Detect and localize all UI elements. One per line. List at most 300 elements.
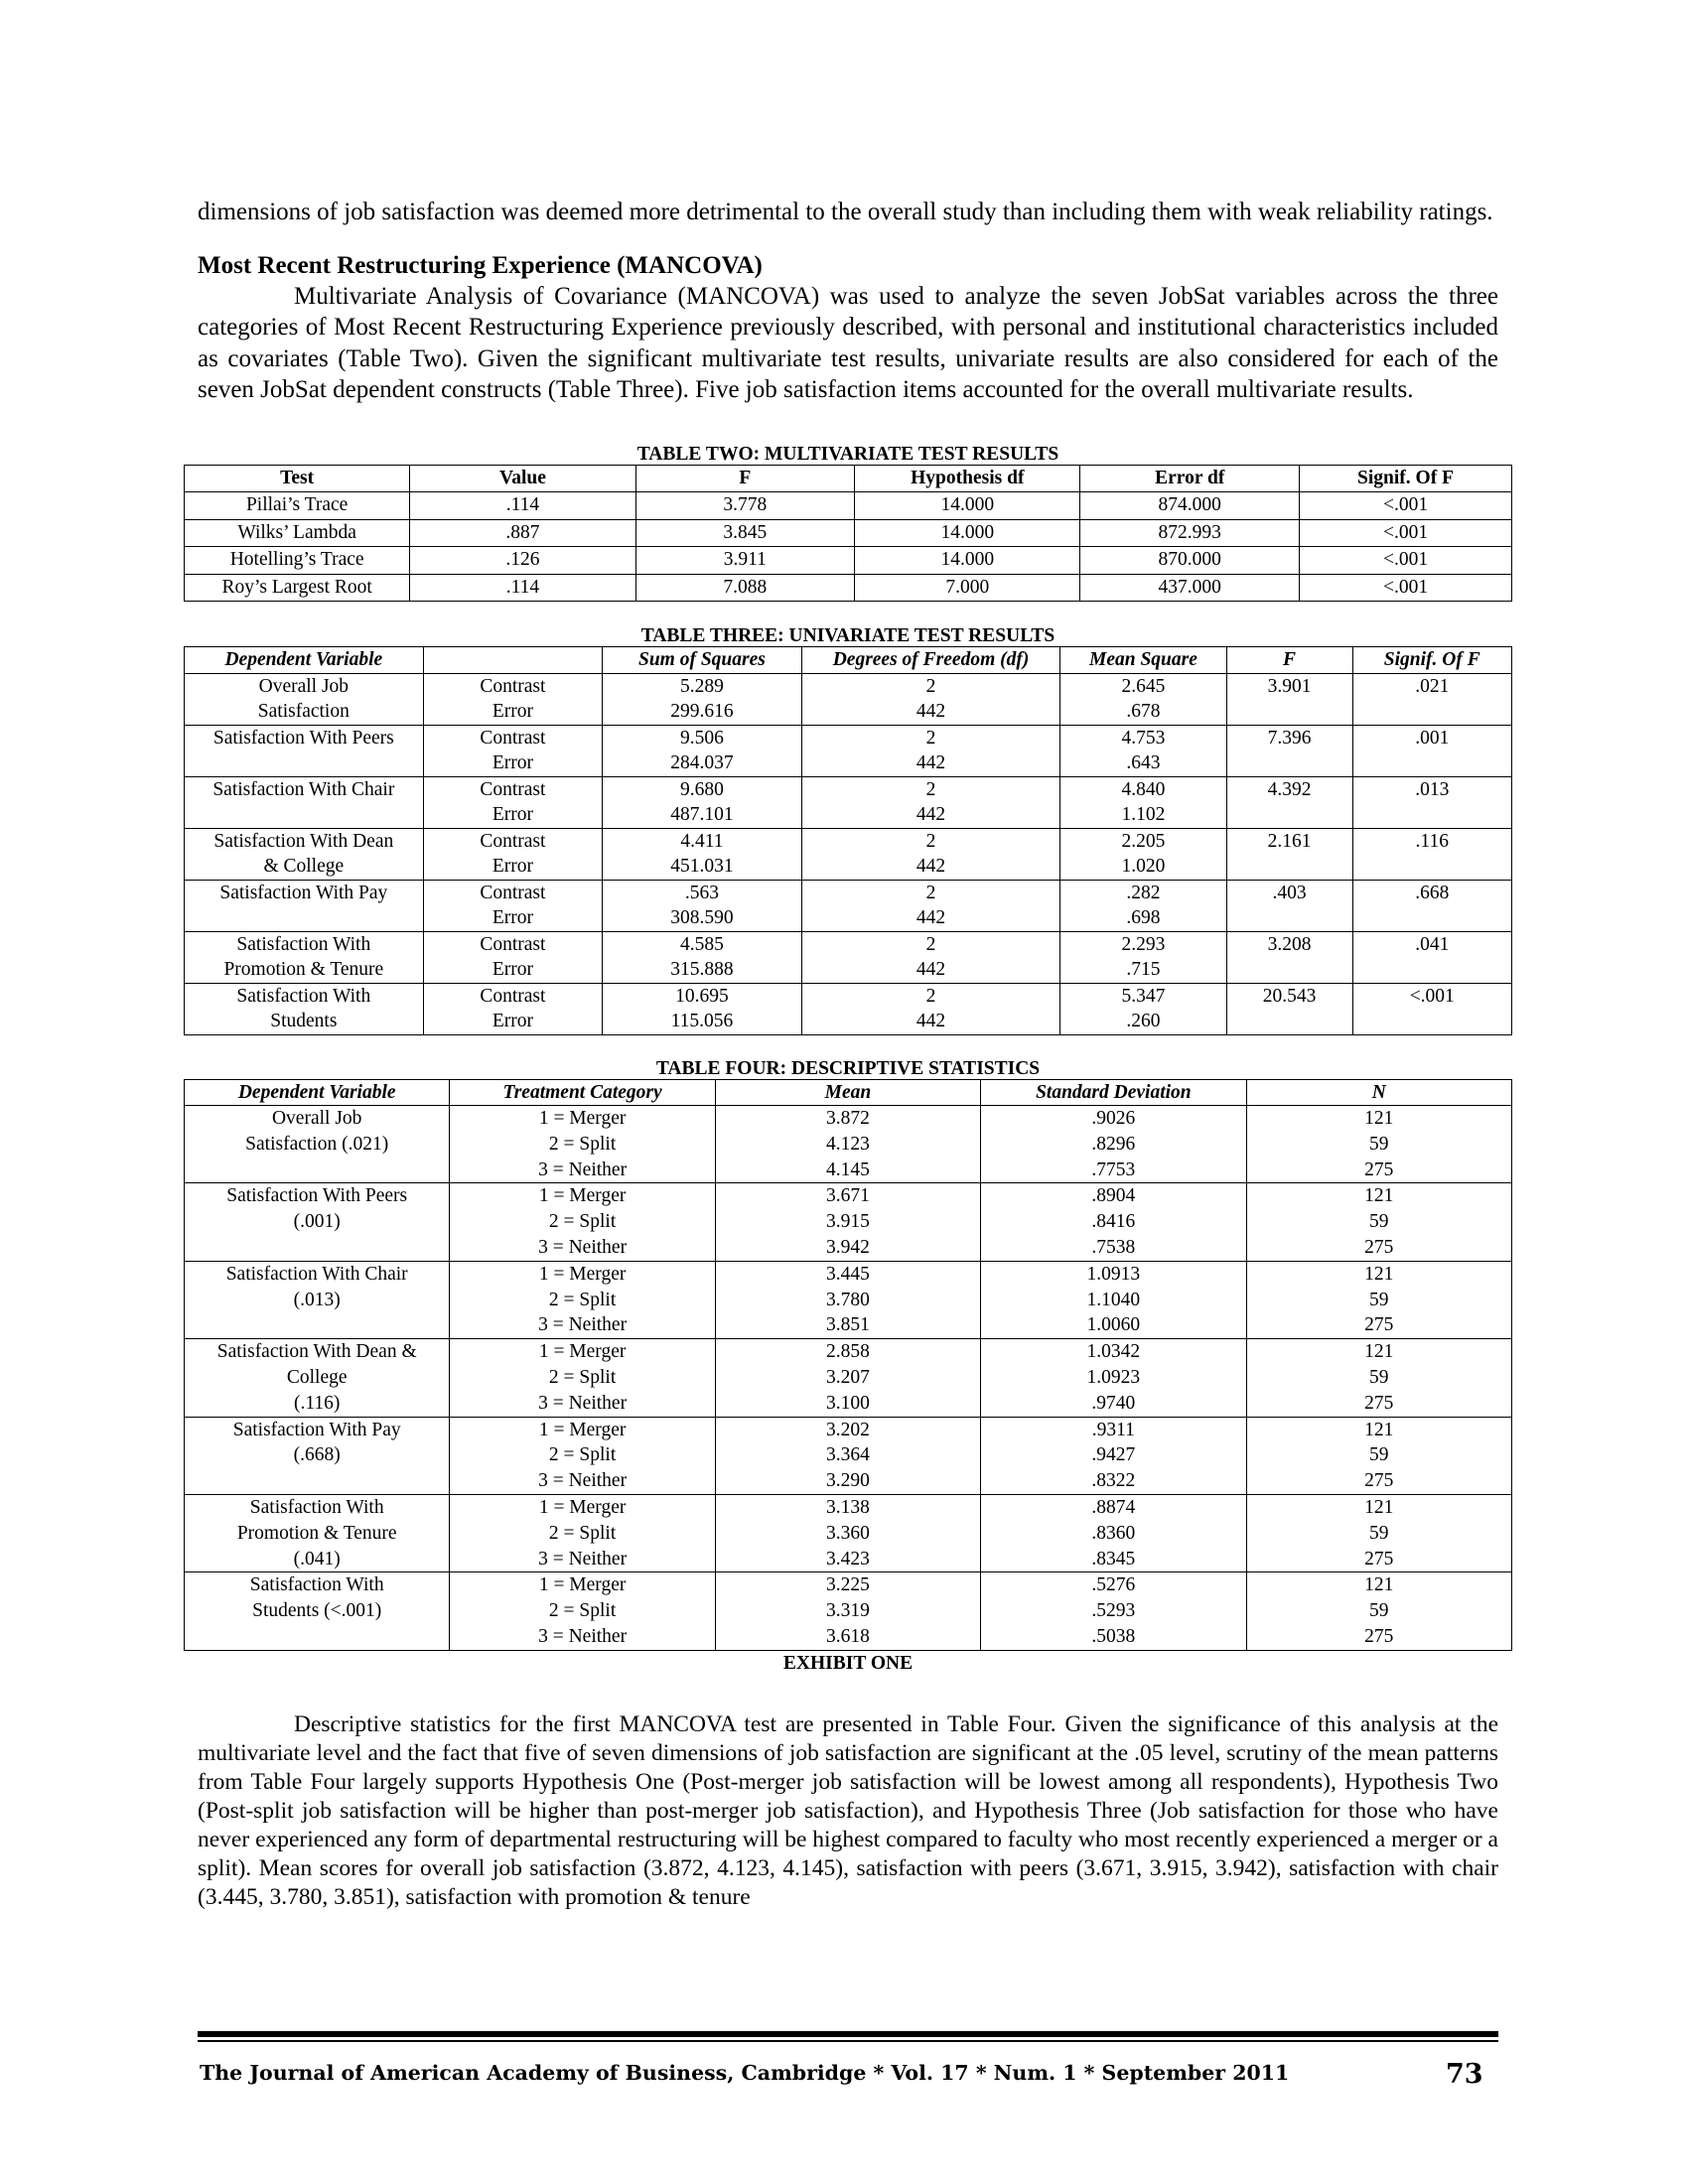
mean-square-line: 5.347	[1121, 985, 1166, 1007]
contrast-type-line: Error	[492, 1011, 533, 1031]
standard-deviation-line: 1.0923	[1086, 1366, 1141, 1388]
contrast-type-line: Error	[492, 907, 533, 928]
sample-size-line: 121	[1364, 1574, 1394, 1596]
contrast-type-line: Contrast	[480, 882, 546, 903]
sample-size-line: 59	[1369, 1366, 1389, 1388]
table-two-cell: <.001	[1300, 547, 1512, 575]
table-two-cell: <.001	[1300, 574, 1512, 602]
mean-square	[1060, 673, 1226, 725]
sample-size-line: 121	[1364, 1419, 1394, 1440]
table-four-row	[185, 1417, 1512, 1494]
treatment-category	[450, 1494, 715, 1571]
sum-of-squares-line: 9.506	[679, 727, 724, 749]
sum-of-squares	[603, 983, 802, 1034]
standard-deviation-line: .7753	[1091, 1159, 1136, 1180]
standard-deviation-line: .5038	[1091, 1625, 1136, 1647]
table-three-header: Dependent Variable	[185, 647, 424, 674]
mean-square-line: .715	[1126, 959, 1161, 980]
mean-line: 3.100	[826, 1392, 870, 1414]
degrees-of-freedom	[801, 880, 1060, 931]
sum-of-squares-line: 451.031	[670, 856, 734, 877]
standard-deviation	[981, 1494, 1246, 1571]
standard-deviation	[981, 1417, 1246, 1494]
table-three-row	[185, 983, 1512, 1034]
table-two-cell: Pillai’s Trace	[185, 492, 410, 520]
dependent-variable-line: Satisfaction With Chair	[225, 1263, 408, 1285]
treatment-category-line: 1 = Merger	[538, 1496, 627, 1518]
treatment-category-line: 3 = Neither	[538, 1159, 628, 1180]
standard-deviation	[981, 1183, 1246, 1261]
table-three-row	[185, 725, 1512, 776]
degrees-of-freedom-line: 442	[915, 701, 946, 722]
mean-line: 3.915	[826, 1211, 870, 1233]
degrees-of-freedom	[801, 725, 1060, 776]
sum-of-squares	[603, 828, 802, 880]
standard-deviation	[981, 1106, 1246, 1183]
sum-of-squares-line: 315.888	[670, 959, 734, 980]
treatment-category-line: 3 = Neither	[538, 1625, 628, 1647]
treatment-category-line: 2 = Split	[548, 1600, 617, 1622]
f-value: 7.396	[1226, 725, 1352, 776]
standard-deviation-line: 1.1040	[1086, 1289, 1141, 1310]
mean-square	[1060, 931, 1226, 983]
treatment-category-line: 1 = Merger	[538, 1341, 627, 1363]
treatment-category-line: 2 = Split	[548, 1289, 617, 1310]
table-two-caption: TABLE TWO: MULTIVARIATE TEST RESULTS	[636, 443, 1059, 465]
dependent-variable	[185, 1339, 450, 1417]
standard-deviation-line: 1.0913	[1086, 1263, 1141, 1285]
table-two-cell: Wilks’ Lambda	[185, 519, 410, 547]
sample-size	[1246, 1494, 1511, 1571]
sample-size-line: 275	[1364, 1392, 1394, 1414]
sum-of-squares	[603, 776, 802, 828]
sample-size	[1246, 1106, 1511, 1183]
dependent-variable	[185, 1106, 450, 1183]
mean-line: 3.138	[826, 1496, 870, 1518]
treatment-category-line: 2 = Split	[548, 1522, 617, 1544]
table-three-row	[185, 880, 1512, 931]
standard-deviation	[981, 1261, 1246, 1338]
contrast-type-line: Error	[492, 701, 533, 722]
standard-deviation-line: .9427	[1091, 1444, 1136, 1466]
sum-of-squares-line: 487.101	[670, 804, 734, 825]
standard-deviation-line: .8904	[1091, 1185, 1136, 1207]
dependent-variable-line: Satisfaction With	[236, 933, 371, 955]
dependent-variable-line: (.001)	[293, 1211, 341, 1233]
sample-size-line: 59	[1369, 1600, 1389, 1622]
dependent-variable-line: (.013)	[293, 1289, 341, 1310]
mean-line: 3.618	[826, 1625, 870, 1647]
table-three-header: Mean Square	[1060, 647, 1226, 674]
mean-line: 3.671	[826, 1185, 870, 1207]
section-heading: Most Recent Restructuring Experience (MANCOVA)	[198, 251, 763, 279]
table-four-header: N	[1246, 1079, 1511, 1106]
sum-of-squares-line: 115.056	[670, 1011, 734, 1031]
mean-square	[1060, 983, 1226, 1034]
contrast-type-line: Error	[492, 856, 533, 877]
mean-square-line: 4.753	[1121, 727, 1166, 749]
treatment-category-line: 3 = Neither	[538, 1314, 628, 1336]
dependent-variable-line: Satisfaction With Dean	[213, 830, 394, 852]
mean-line: 3.364	[826, 1444, 870, 1466]
table-two-multivariate	[184, 465, 1512, 603]
table-three-header: Sum of Squares	[603, 647, 802, 674]
treatment-category-line: 1 = Merger	[538, 1419, 627, 1440]
degrees-of-freedom-line: 2	[925, 727, 936, 749]
page-footer	[200, 2059, 1500, 2090]
degrees-of-freedom	[801, 983, 1060, 1034]
exhibit-label: EXHIBIT ONE	[782, 1652, 914, 1674]
mean	[715, 1106, 980, 1183]
table-four-row	[185, 1106, 1512, 1183]
dependent-variable	[185, 725, 424, 776]
table-two-cell: .114	[410, 492, 635, 520]
contrast-type-line: Contrast	[480, 727, 546, 749]
table-two-cell: 3.845	[635, 519, 855, 547]
mean	[715, 1494, 980, 1571]
table-three-row	[185, 931, 1512, 983]
treatment-category	[450, 1417, 715, 1494]
table-two-cell: .126	[410, 547, 635, 575]
contrast-type-line: Error	[492, 804, 533, 825]
degrees-of-freedom-line: 442	[915, 752, 946, 773]
mean	[715, 1183, 980, 1261]
f-value: 2.161	[1226, 828, 1352, 880]
standard-deviation	[981, 1339, 1246, 1417]
dependent-variable-line: (.041)	[293, 1548, 341, 1570]
table-two-header: Signif. Of F	[1300, 465, 1512, 492]
treatment-category-line: 2 = Split	[548, 1133, 617, 1155]
table-four-caption: TABLE FOUR: DESCRIPTIVE STATISTICS	[655, 1057, 1041, 1079]
table-two-cell: 14.000	[855, 492, 1080, 520]
journal-citation: The Journal of American Academy of Business, Cambridge * Vol. 17 * Num. 1 * September 2011	[200, 2061, 1290, 2085]
treatment-category-line: 1 = Merger	[538, 1185, 627, 1207]
dependent-variable-line: Overall Job	[258, 675, 350, 697]
contrast-type	[423, 880, 602, 931]
table-two-row	[185, 547, 1512, 575]
treatment-category-line: 2 = Split	[548, 1366, 617, 1388]
dependent-variable-line: (.668)	[293, 1444, 341, 1466]
page-content	[198, 197, 1498, 1912]
table-three-row	[185, 828, 1512, 880]
mean-line: 3.445	[826, 1263, 870, 1285]
sample-size	[1246, 1339, 1511, 1417]
treatment-category	[450, 1261, 715, 1338]
contrast-type-line: Contrast	[480, 985, 546, 1007]
f-value: 4.392	[1226, 776, 1352, 828]
sum-of-squares	[603, 725, 802, 776]
table-two-cell: 7.000	[855, 574, 1080, 602]
mean-line: 3.225	[826, 1574, 870, 1596]
degrees-of-freedom	[801, 828, 1060, 880]
dependent-variable	[185, 1183, 450, 1261]
mean-square	[1060, 725, 1226, 776]
sum-of-squares-line: 10.695	[675, 985, 729, 1007]
standard-deviation-line: .9311	[1091, 1419, 1135, 1440]
table-four-row	[185, 1572, 1512, 1650]
contrast-type-line: Contrast	[480, 778, 546, 800]
dependent-variable-line: Satisfaction With Pay	[219, 882, 388, 903]
sum-of-squares-line: 308.590	[670, 907, 734, 928]
f-value: 3.208	[1226, 931, 1352, 983]
table-four-descriptive	[184, 1079, 1512, 1651]
standard-deviation-line: .5276	[1091, 1574, 1136, 1596]
sample-size-line: 275	[1364, 1548, 1394, 1570]
sample-size-line: 121	[1364, 1185, 1394, 1207]
degrees-of-freedom-line: 442	[915, 804, 946, 825]
dependent-variable-line: Promotion & Tenure	[223, 959, 384, 980]
mean-square-line: .282	[1126, 882, 1161, 903]
contrast-type	[423, 931, 602, 983]
table-four-header: Dependent Variable	[185, 1079, 450, 1106]
treatment-category	[450, 1183, 715, 1261]
dependent-variable-line: College	[286, 1366, 348, 1388]
table-three-header: F	[1226, 647, 1352, 674]
intro-paragraph: dimensions of job satisfaction was deemed more detrimental to the overall study than including them with weak reliability ratings.	[198, 199, 1493, 225]
mean-square-line: 1.102	[1121, 804, 1166, 825]
dependent-variable-line: Satisfaction With Pay	[232, 1419, 401, 1440]
degrees-of-freedom-line: 2	[925, 933, 936, 955]
mean	[715, 1339, 980, 1417]
dependent-variable	[185, 776, 424, 828]
table-two-cell: 3.911	[635, 547, 855, 575]
treatment-category-line: 1 = Merger	[538, 1574, 627, 1596]
standard-deviation-line: 1.0342	[1086, 1341, 1141, 1363]
table-three-header: Degrees of Freedom (df)	[801, 647, 1060, 674]
degrees-of-freedom-line: 442	[915, 907, 946, 928]
mean-square-line: 1.020	[1121, 856, 1166, 877]
contrast-type	[423, 828, 602, 880]
sample-size-line: 275	[1364, 1625, 1394, 1647]
sample-size-line: 275	[1364, 1159, 1394, 1180]
degrees-of-freedom-line: 442	[915, 1011, 946, 1031]
dependent-variable-line: Satisfaction With Chair	[212, 778, 395, 800]
contrast-type-line: Contrast	[480, 933, 546, 955]
table-two-cell: Hotelling’s Trace	[185, 547, 410, 575]
table-three-header: Signif. Of F	[1352, 647, 1511, 674]
table-four-header: Mean	[715, 1079, 980, 1106]
degrees-of-freedom-line: 442	[915, 959, 946, 980]
mean-square-line: 2.205	[1121, 830, 1166, 852]
dependent-variable-line: Satisfaction With Dean &	[216, 1341, 417, 1363]
sum-of-squares-line: 9.680	[679, 778, 724, 800]
degrees-of-freedom-line: 2	[925, 985, 936, 1007]
table-two-cell: 14.000	[855, 519, 1080, 547]
contrast-type	[423, 725, 602, 776]
treatment-category	[450, 1339, 715, 1417]
degrees-of-freedom-line: 2	[925, 830, 936, 852]
significance: .116	[1352, 828, 1511, 880]
table-four-row	[185, 1261, 1512, 1338]
mean-line: 3.360	[826, 1522, 870, 1544]
dependent-variable-line: Satisfaction With Peers	[212, 727, 394, 749]
sum-of-squares	[603, 931, 802, 983]
significance: .001	[1352, 725, 1511, 776]
standard-deviation	[981, 1572, 1246, 1650]
table-three-header	[423, 647, 602, 674]
dependent-variable-line: Overall Job	[271, 1108, 362, 1129]
sum-of-squares	[603, 880, 802, 931]
sample-size-line: 121	[1364, 1496, 1394, 1518]
mean-line: 3.202	[826, 1419, 870, 1440]
mean-line: 3.290	[826, 1470, 870, 1492]
dependent-variable	[185, 880, 424, 931]
table-two-header: Hypothesis df	[855, 465, 1080, 492]
table-two-row	[185, 574, 1512, 602]
table-two-cell: 872.993	[1080, 519, 1300, 547]
table-two-header: Test	[185, 465, 410, 492]
contrast-type-line: Error	[492, 752, 533, 773]
mean-square	[1060, 828, 1226, 880]
treatment-category-line: 1 = Merger	[538, 1108, 627, 1129]
table-two-cell: 870.000	[1080, 547, 1300, 575]
table-two-cell: 437.000	[1080, 574, 1300, 602]
mean-square-line: .643	[1126, 752, 1161, 773]
table-three-caption: TABLE THREE: UNIVARIATE TEST RESULTS	[640, 625, 1055, 646]
standard-deviation-line: .8322	[1091, 1470, 1136, 1492]
treatment-category-line: 3 = Neither	[538, 1236, 628, 1258]
dependent-variable	[185, 1572, 450, 1650]
sample-size-line: 275	[1364, 1470, 1394, 1492]
significance: .013	[1352, 776, 1511, 828]
mean-line: 3.207	[826, 1366, 870, 1388]
dependent-variable-line: Satisfaction With	[236, 985, 371, 1007]
table-three-row	[185, 776, 1512, 828]
contrast-type-line: Contrast	[480, 830, 546, 852]
significance: .668	[1352, 880, 1511, 931]
sum-of-squares-line: 299.616	[670, 701, 734, 722]
dependent-variable	[185, 1261, 450, 1338]
dependent-variable	[185, 673, 424, 725]
mean-line: 3.851	[826, 1314, 870, 1336]
dependent-variable-line: Students (<.001)	[252, 1600, 382, 1622]
footer-rule-thick	[198, 2031, 1498, 2037]
table-two-header: Value	[410, 465, 635, 492]
sum-of-squares	[603, 673, 802, 725]
standard-deviation-line: .8360	[1091, 1522, 1136, 1544]
standard-deviation-line: .9026	[1091, 1108, 1136, 1129]
sample-size	[1246, 1572, 1511, 1650]
dependent-variable-line: Satisfaction With	[249, 1496, 384, 1518]
mean-square-line: .698	[1126, 907, 1161, 928]
degrees-of-freedom	[801, 776, 1060, 828]
mean	[715, 1417, 980, 1494]
table-two-header: F	[635, 465, 855, 492]
degrees-of-freedom-line: 442	[915, 856, 946, 877]
dependent-variable	[185, 983, 424, 1034]
table-three-univariate	[184, 646, 1512, 1035]
standard-deviation-line: .9740	[1091, 1392, 1136, 1414]
degrees-of-freedom-line: 2	[925, 675, 936, 697]
degrees-of-freedom	[801, 673, 1060, 725]
treatment-category	[450, 1572, 715, 1650]
mean-square-line: 4.840	[1121, 778, 1166, 800]
section-paragraph: Multivariate Analysis of Covariance (MANCOVA) was used to analyze the seven JobSat variables across the three categories of Most Recent Restructuring Experience previously described, with personal and institutional characteristics included as covariates (Table Two). Given the significant multivariate test results, univariate results are also considered for each of the seven JobSat dependent constructs (Table Three). Five job satisfaction items accounted for the overall multivariate results.	[198, 282, 1498, 403]
standard-deviation-line: .8416	[1091, 1211, 1136, 1233]
degrees-of-freedom-line: 2	[925, 778, 936, 800]
contrast-type	[423, 776, 602, 828]
table-four-row	[185, 1494, 1512, 1571]
f-value: 3.901	[1226, 673, 1352, 725]
mean-line: 3.780	[826, 1289, 870, 1310]
mean-line: 3.942	[826, 1236, 870, 1258]
mean-line: 2.858	[826, 1341, 870, 1363]
significance: .021	[1352, 673, 1511, 725]
contrast-type	[423, 673, 602, 725]
mean-line: 3.423	[826, 1548, 870, 1570]
standard-deviation-line: 1.0060	[1086, 1314, 1141, 1336]
contrast-type-line: Error	[492, 959, 533, 980]
table-two-cell: 14.000	[855, 547, 1080, 575]
sample-size-line: 59	[1369, 1522, 1389, 1544]
mean-square	[1060, 776, 1226, 828]
sum-of-squares-line: 5.289	[679, 675, 724, 697]
sample-size	[1246, 1183, 1511, 1261]
mean-square-line: 2.645	[1121, 675, 1166, 697]
dependent-variable-line: Satisfaction (.021)	[245, 1133, 389, 1155]
mean-square-line: .260	[1126, 1011, 1161, 1031]
sample-size-line: 275	[1364, 1314, 1394, 1336]
mean-square-line: 2.293	[1121, 933, 1166, 955]
table-two-cell: <.001	[1300, 519, 1512, 547]
mean	[715, 1261, 980, 1338]
mean-line: 3.872	[826, 1108, 870, 1129]
treatment-category-line: 2 = Split	[548, 1211, 617, 1233]
sample-size-line: 121	[1364, 1108, 1394, 1129]
dependent-variable-line: Satisfaction With	[249, 1574, 384, 1596]
mean-line: 4.145	[826, 1159, 870, 1180]
sample-size	[1246, 1261, 1511, 1338]
table-three-row	[185, 673, 1512, 725]
sum-of-squares-line: 4.585	[679, 933, 724, 955]
dependent-variable-line: Promotion & Tenure	[236, 1522, 397, 1544]
table-two-cell: Roy’s Largest Root	[185, 574, 410, 602]
treatment-category	[450, 1106, 715, 1183]
mean-line: 4.123	[826, 1133, 870, 1155]
treatment-category-line: 2 = Split	[548, 1444, 617, 1466]
mean-square-line: .678	[1126, 701, 1161, 722]
table-two-cell: 7.088	[635, 574, 855, 602]
sum-of-squares-line: 4.411	[680, 830, 724, 852]
closing-paragraph: Descriptive statistics for the first MANCOVA test are presented in Table Four. Given the significance of this analysis at the multivariate level and the fact that five of seven dimensions of job satisfaction are significant at the .05 level, scrutiny of the mean patterns from Table Four largely supports Hypothesis One (Post-merger job satisfaction will be lowest among all respondents), Hypothesis Two (Post-split job satisfaction will be higher than post-merger job satisfaction), and Hypothesis Three (Job satisfaction for those who have never experienced any form of departmental restructuring will be highest compared to faculty who most recently experienced a merger or a split). Mean scores for overall job satisfaction (3.872, 4.123, 4.145), satisfaction with peers (3.671, 3.915, 3.942), satisfaction with chair (3.445, 3.780, 3.851), satisfaction with promotion & tenure	[198, 1710, 1498, 1910]
mean-square	[1060, 880, 1226, 931]
sample-size-line: 59	[1369, 1444, 1389, 1466]
dependent-variable	[185, 828, 424, 880]
mean	[715, 1572, 980, 1650]
sample-size-line: 59	[1369, 1133, 1389, 1155]
dependent-variable-line: & College	[263, 856, 345, 877]
dependent-variable	[185, 931, 424, 983]
dependent-variable-line: Satisfaction	[257, 701, 350, 722]
standard-deviation-line: .7538	[1091, 1236, 1136, 1258]
table-two-cell: .887	[410, 519, 635, 547]
treatment-category-line: 3 = Neither	[538, 1548, 628, 1570]
sample-size-line: 121	[1364, 1263, 1394, 1285]
dependent-variable	[185, 1417, 450, 1494]
table-four-header: Treatment Category	[450, 1079, 715, 1106]
table-two-cell: 874.000	[1080, 492, 1300, 520]
treatment-category-line: 1 = Merger	[538, 1263, 627, 1285]
standard-deviation-line: .8345	[1091, 1548, 1136, 1570]
standard-deviation-line: .8874	[1091, 1496, 1136, 1518]
sample-size	[1246, 1417, 1511, 1494]
dependent-variable-line: Satisfaction With Peers	[226, 1185, 408, 1207]
table-two-cell: 3.778	[635, 492, 855, 520]
table-two-row	[185, 492, 1512, 520]
contrast-type-line: Contrast	[480, 675, 546, 697]
footer-rule-thin	[198, 2040, 1498, 2042]
page-number: 73	[1446, 2059, 1483, 2090]
